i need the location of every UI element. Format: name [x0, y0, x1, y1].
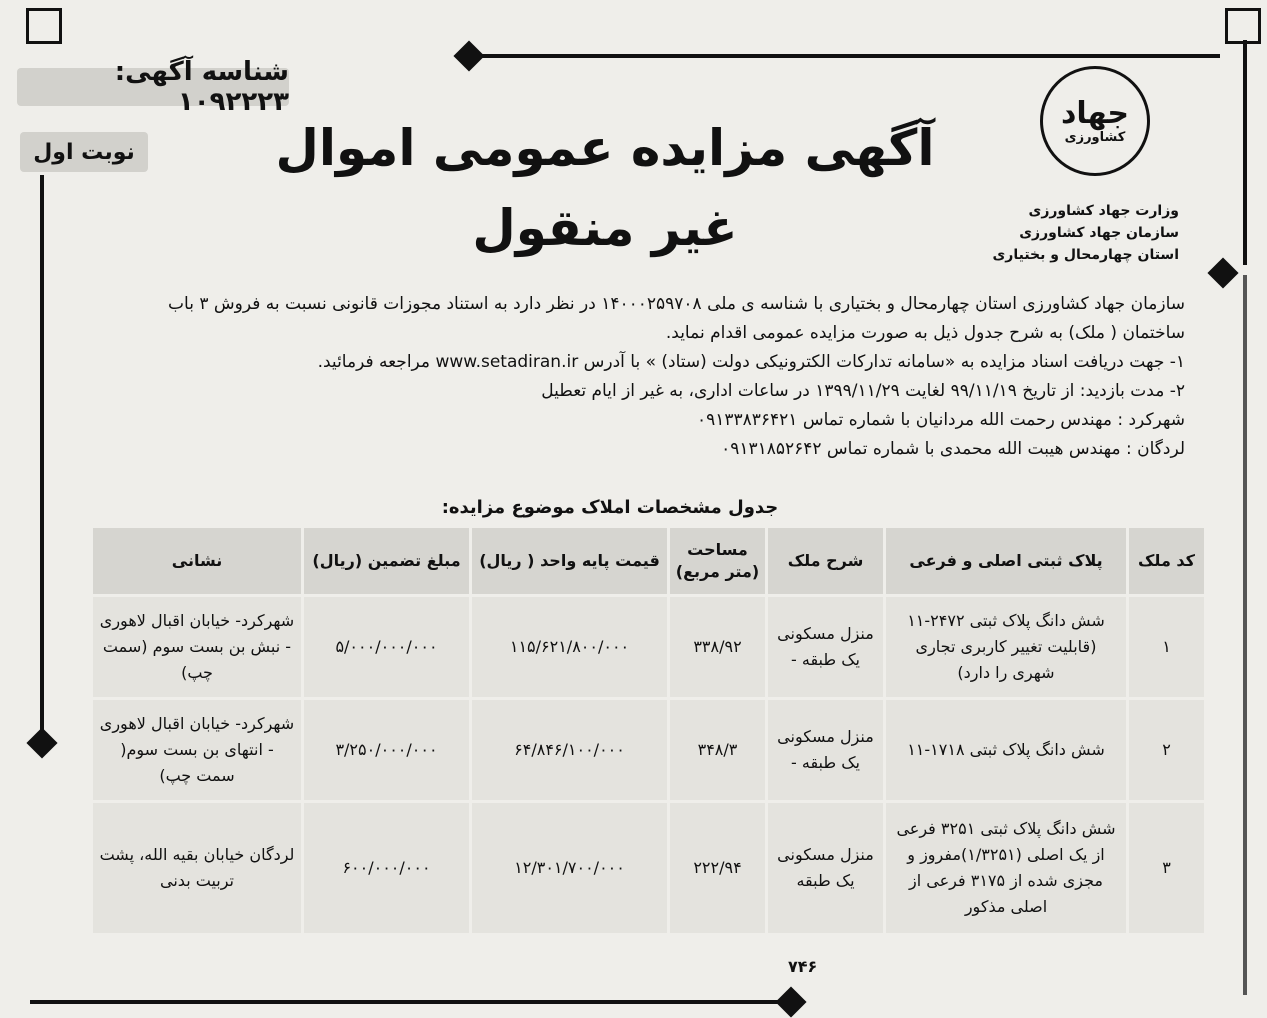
- body-paragraph: ۱- جهت دریافت اسناد مزایده به «سامانه تدارکات الکترونیکی دولت (ستاد) » با آدرس www.setadiran.ir مراجعه فرمائید.: [317, 352, 1185, 372]
- diamond-ornament-top: [453, 40, 484, 71]
- body-paragraph: لردگان : مهندس هیبت الله محمدی با شماره تماس ۰۹۱۳۱۸۵۲۶۴۲: [721, 439, 1185, 459]
- cell-plaque: شش دانگ پلاک ثبتی ۳۲۵۱ فرعی از یک اصلی (۱/۳۲۵۱)مفروز و مجزی شده از ۳۱۷۵ فرعی از اصلی مذکور: [886, 803, 1126, 933]
- cell-description: منزل مسکونی یک طبقه: [768, 803, 883, 933]
- frame-right-line: [1243, 40, 1247, 265]
- column-header: پلاک ثبتی اصلی و فرعی: [886, 528, 1126, 594]
- cell-address: لردگان خیابان بقیه الله، پشت تربیت بدنی: [93, 803, 301, 933]
- cell-base-price: ۱۱۵/۶۲۱/۸۰۰/۰۰۰: [472, 597, 667, 697]
- properties-table: [90, 525, 1207, 936]
- notice-body: [80, 290, 1185, 464]
- cell-plaque: شش دانگ پلاک ثبتی ۱۷۱۸-۱۱: [886, 700, 1126, 800]
- cell-area: ۲۲۲/۹۴: [670, 803, 765, 933]
- cell-address: شهرکرد- خیابان اقبال لاهوری - انتهای بن بست سوم( سمت چپ): [93, 700, 301, 800]
- page-number: ۷۴۶: [788, 957, 818, 976]
- cell-deposit: ۳/۲۵۰/۰۰۰/۰۰۰: [304, 700, 469, 800]
- frame-bottom-right-line: [1243, 275, 1247, 995]
- cell-code: ۲: [1129, 700, 1204, 800]
- body-paragraph: شهرکرد : مهندس رحمت الله مردانیان با شماره تماس ۰۹۱۳۳۸۳۶۴۲۱: [696, 410, 1185, 430]
- frame-left-line: [40, 175, 44, 735]
- cell-code: ۱: [1129, 597, 1204, 697]
- cell-base-price: ۶۴/۸۴۶/۱۰۰/۰۰۰: [472, 700, 667, 800]
- ministry-line: وزارت جهاد کشاورزی: [1028, 203, 1179, 219]
- diamond-ornament-right: [1207, 257, 1238, 288]
- corner-box-top-right: [1225, 8, 1261, 44]
- cell-deposit: ۶۰۰/۰۰۰/۰۰۰: [304, 803, 469, 933]
- column-header: مساحت (متر مربع): [670, 528, 765, 594]
- body-paragraph: ۲- مدت بازدید: از تاریخ ۹۹/۱۱/۱۹ لغایت ۱۳۹۹/۱۱/۲۹ در ساعات اداری، به غیر از ایام تعطیل: [541, 381, 1185, 401]
- cell-area: ۳۳۸/۹۲: [670, 597, 765, 697]
- table-row: [93, 803, 1204, 933]
- ministry-line: استان چهارمحال و بختیاری: [992, 247, 1179, 263]
- diamond-ornament-left: [26, 727, 57, 758]
- table-row: [93, 597, 1204, 697]
- cell-base-price: ۱۲/۳۰۱/۷۰۰/۰۰۰: [472, 803, 667, 933]
- cell-description: منزل مسکونی یک طبقه -: [768, 700, 883, 800]
- column-header: کد ملک: [1129, 528, 1204, 594]
- cell-address: شهرکرد- خیابان اقبال لاهوری - نبش بن بست سوم (سمت چپ): [93, 597, 301, 697]
- body-paragraph: سازمان جهاد کشاورزی استان چهارمحال و بختیاری با شناسه ی ملی ۱۴۰۰۰۲۵۹۷۰۸ در نظر دارد به استناد مجوزات قانونی نسبت به فروش ۳ باب: [168, 294, 1185, 314]
- frame-top-line: [470, 54, 1220, 58]
- cell-description: منزل مسکونی یک طبقه -: [768, 597, 883, 697]
- table-title: جدول مشخصات املاک موضوع مزایده:: [441, 497, 779, 518]
- table-header-row: [93, 528, 1204, 594]
- ministry-line: سازمان جهاد کشاورزی: [1019, 225, 1179, 241]
- round-badge: نوبت اول: [20, 132, 148, 172]
- diamond-ornament-bottom: [775, 986, 806, 1017]
- column-header: مبلغ تضمین (ریال): [304, 528, 469, 594]
- cell-code: ۳: [1129, 803, 1204, 933]
- jahad-logo: [1040, 66, 1150, 176]
- cell-deposit: ۵/۰۰۰/۰۰۰/۰۰۰: [304, 597, 469, 697]
- corner-box-top-left: [26, 8, 62, 44]
- logo-text-sub: کشاورزی: [1064, 129, 1126, 145]
- body-paragraph: ساختمان ( ملک) به شرح جدول ذیل به صورت مزایده عمومی اقدام نماید.: [665, 323, 1185, 343]
- ministry-block: [939, 200, 1179, 266]
- logo-text-main: جهاد: [1060, 95, 1130, 131]
- notice-id-badge: شناسه آگهی: ۱۰۹۲۲۲۳: [17, 68, 289, 106]
- column-header: نشانی: [93, 528, 301, 594]
- cell-area: ۳۴۸/۳: [670, 700, 765, 800]
- frame-bottom-line: [30, 1000, 790, 1004]
- page-title: آگهی مزایده عمومی اموال غیر منقول: [275, 119, 935, 257]
- column-header: قیمت پایه واحد ( ریال): [472, 528, 667, 594]
- cell-plaque: شش دانگ پلاک ثبتی ۲۴۷۲-۱۱ (قابلیت تغییر کاربری تجاری شهری را دارد): [886, 597, 1126, 697]
- table-row: [93, 700, 1204, 800]
- column-header: شرح ملک: [768, 528, 883, 594]
